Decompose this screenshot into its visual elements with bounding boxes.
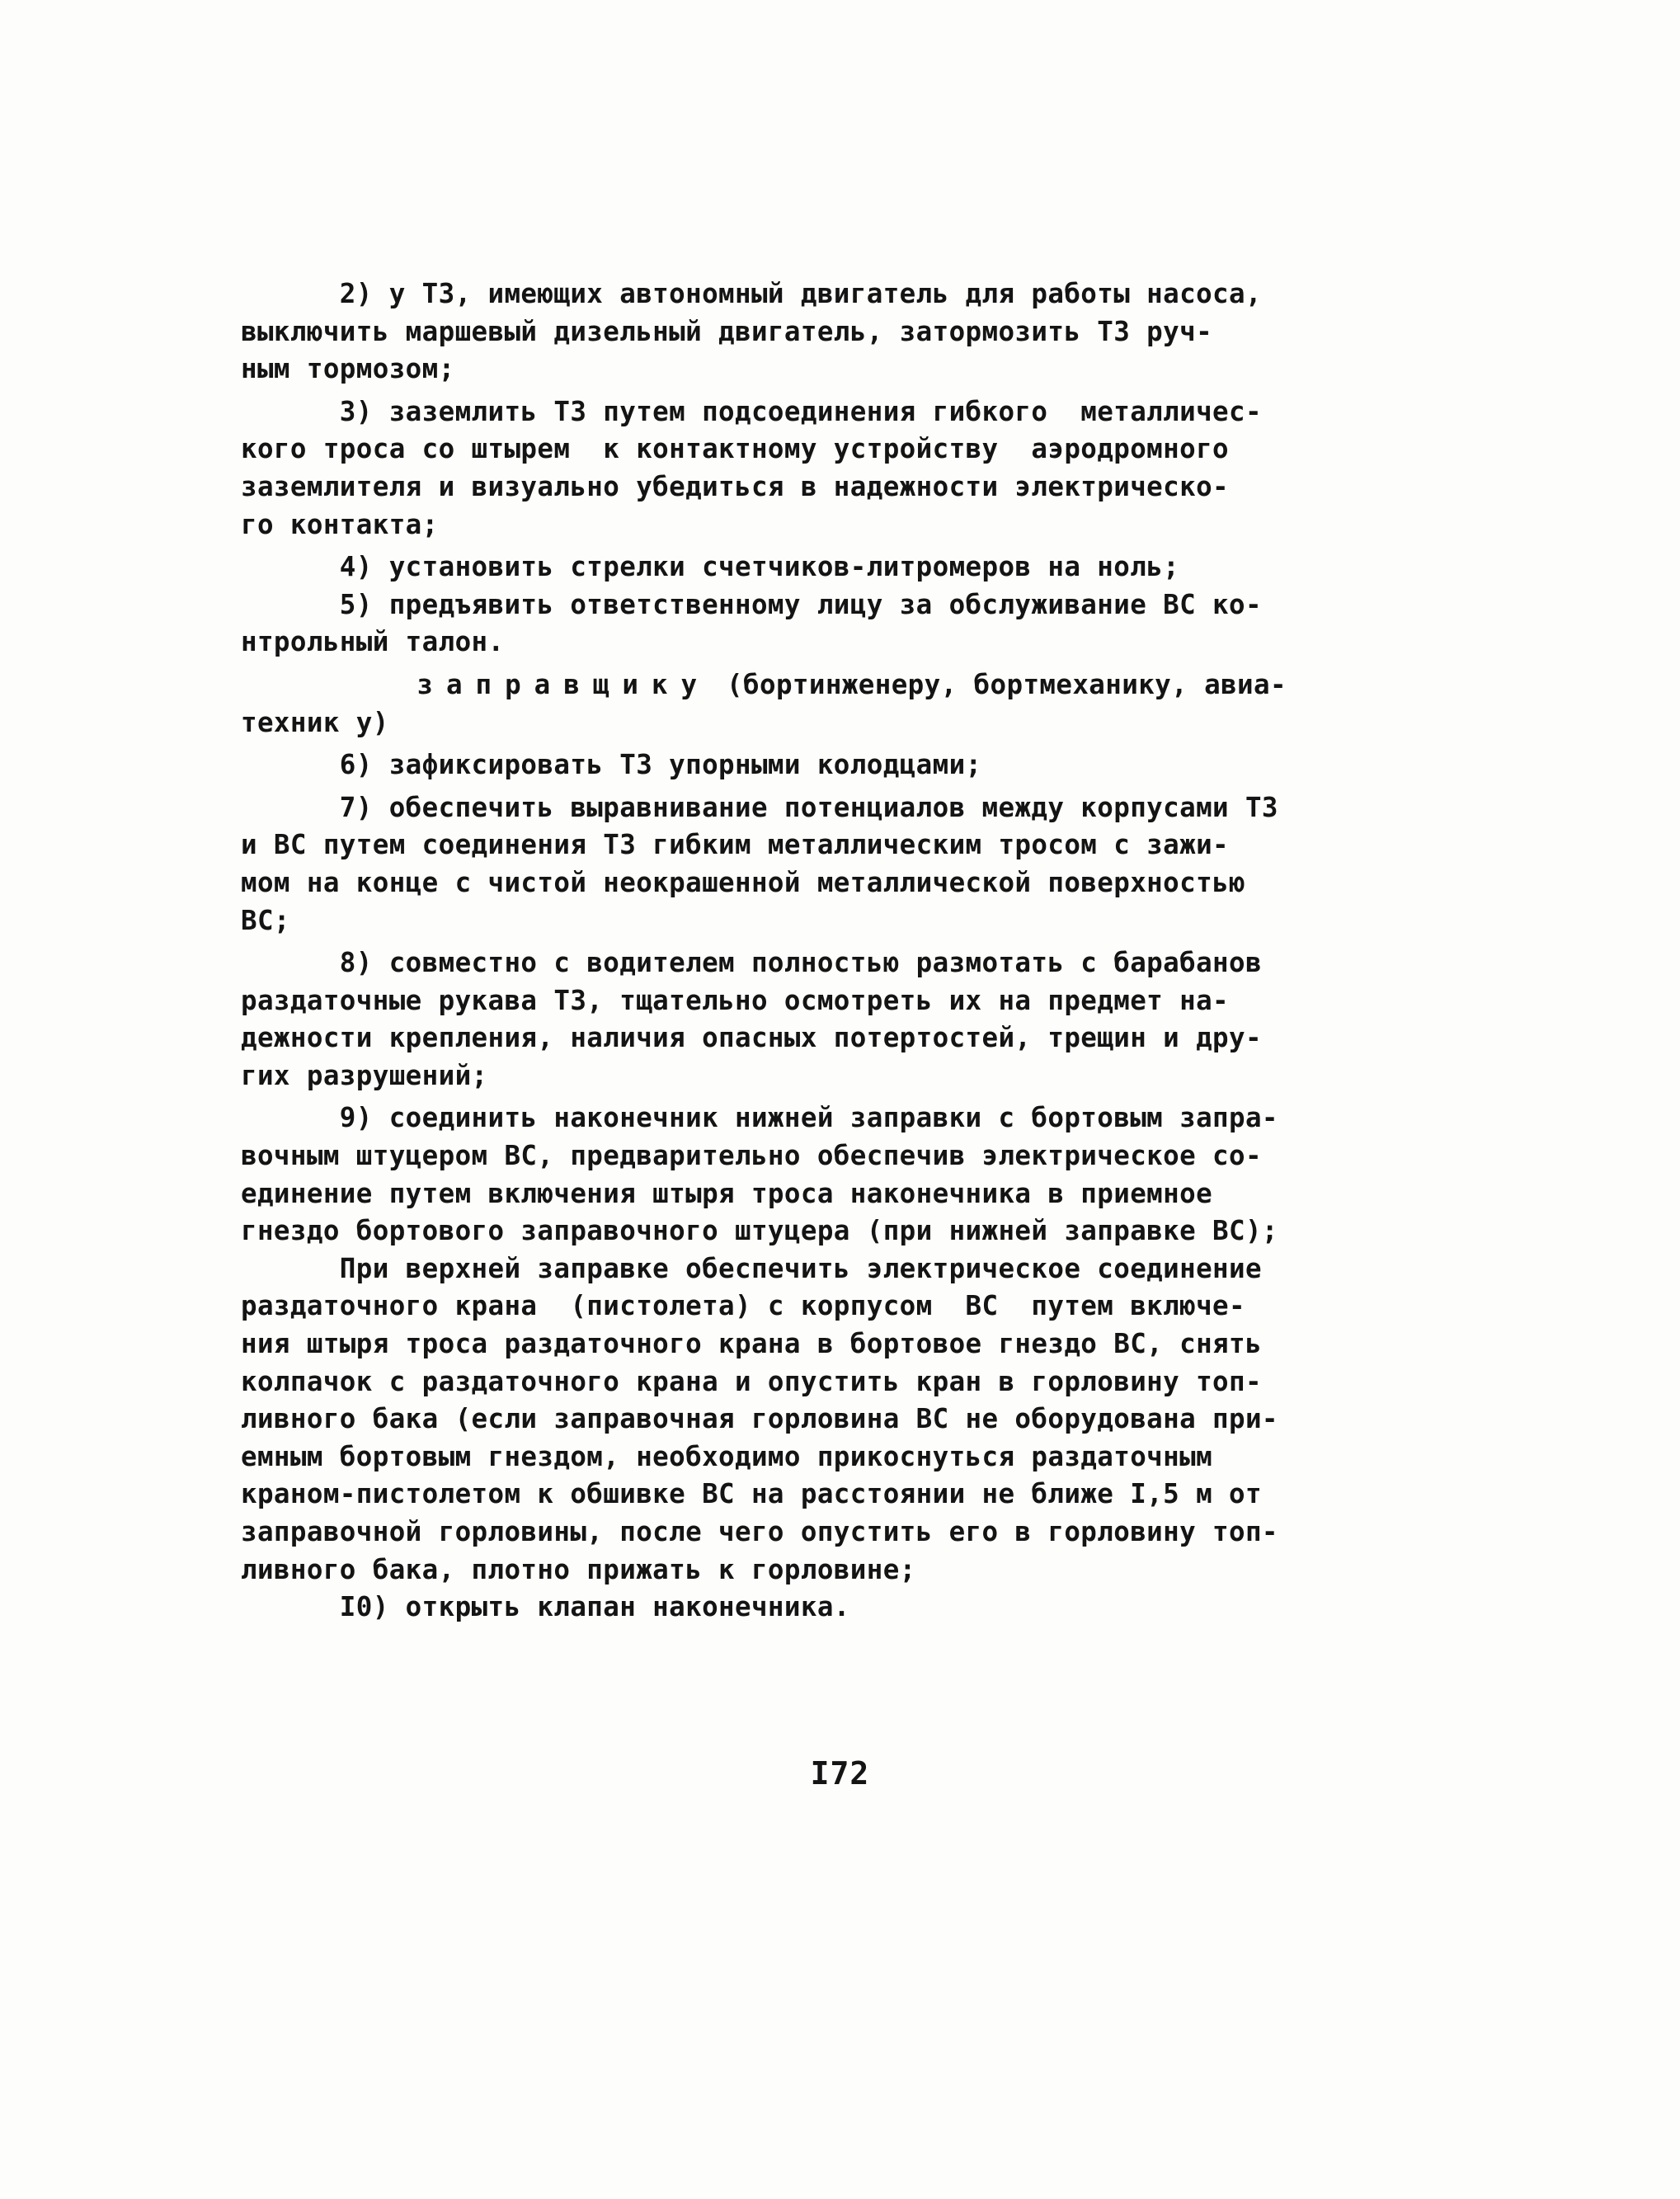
page-number: I72 [810,1755,870,1792]
text-line: гнездо бортового заправочного штуцера (при нижней заправке ВС); [241,1215,1278,1247]
text-line: 3) заземлить ТЗ путем подсоединения гибкого металличес- [241,395,1262,427]
text-line: го контакта; [241,508,439,540]
text-line: 5) предъявить ответственному лицу за обслуживание ВС ко- [241,588,1262,620]
text-line: 7) обеспечить выравнивание потенциалов между корпусами ТЗ [241,791,1278,823]
text-line: 2) у ТЗ, имеющих автономный двигатель для работы насоса, [241,278,1262,309]
text-line: заправочной горловины, после чего опустить его в горловину топ- [241,1516,1278,1547]
text-line: I0) открыть клапан наконечника. [241,1591,850,1623]
text-line-tail: (бортинженеру, бортмеханику, авиа- [710,668,1287,700]
text-line: ливного бака, плотно прижать к горловине; [241,1553,916,1585]
text-line: 9) соединить наконечник нижней заправки с бортовым запра- [241,1102,1278,1134]
text-line: заземлителя и визуально убедиться в надежности электрическо- [241,470,1229,502]
text-line: единение путем включения штыря троса наконечника в приемное [241,1177,1213,1209]
text-line: При верхней заправке обеспечить электрическое соединение [241,1252,1262,1284]
text-line: колпачок с раздаточного крана и опустить кран в горловину топ- [241,1365,1262,1397]
text-line: выключить маршевый дизельный двигатель, затормозить ТЗ руч- [241,315,1213,347]
text-line: ливного бака (если заправочная горловина ВС не оборудована при- [241,1403,1278,1435]
text-line: 6) зафиксировать ТЗ упорными колодцами; [241,749,982,781]
text-line: 8) совместно с водителем полностью размотать с барабанов [241,947,1262,979]
text-line: гих разрушений; [241,1059,488,1091]
text-line: вочным штуцером ВС, предварительно обеспечив электрическое со- [241,1140,1262,1172]
text-line: мом на конце с чистой неокрашенной металлической поверхностью [241,866,1245,898]
text-line: техник у) [241,706,389,738]
text-line: кого троса со штырем к контактному устройству аэродромного [241,433,1229,465]
text-line: раздаточные рукава ТЗ, тщательно осмотреть их на предмет на- [241,984,1229,1016]
text-line: ным тормозом; [241,353,455,385]
text-line: ВС; [241,904,290,936]
text-line: нтрольный талон. [241,626,505,658]
spaced-heading: заправщику [241,668,711,700]
text-line: и ВС путем соединения ТЗ гибким металлическим тросом с зажи- [241,829,1229,861]
text-line: емным бортовым гнездом, необходимо прикоснуться раздаточным [241,1440,1213,1472]
document-body [241,275,1287,1627]
text-line: раздаточного крана (пистолета) с корпусом ВС путем включе- [241,1290,1245,1322]
text-line-spaced [241,666,1287,704]
text-line: 4) установить стрелки счетчиков-литромеров на ноль; [241,551,1180,583]
text-line: краном-пистолетом к обшивке ВС на расстоянии не ближе I,5 м от [241,1478,1262,1510]
text-line: дежности крепления, наличия опасных потертостей, трещин и дру- [241,1022,1262,1054]
text-line: ния штыря троса раздаточного крана в бортовое гнездо ВС, снять [241,1328,1262,1360]
